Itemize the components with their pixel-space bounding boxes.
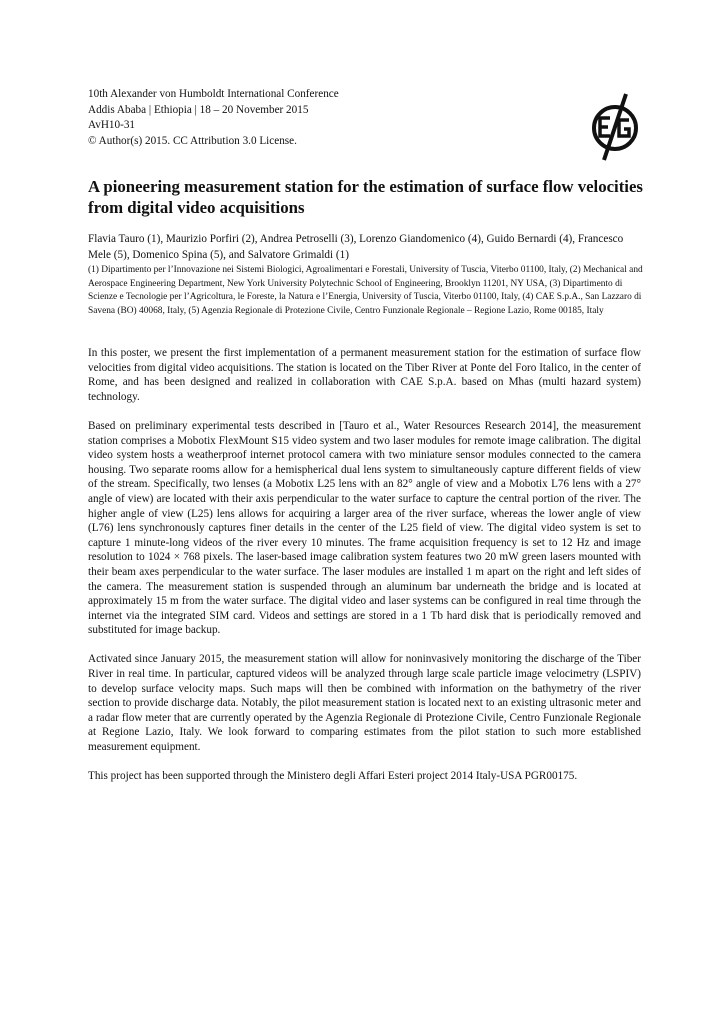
header-line-conference: 10th Alexander von Humboldt International Conference <box>88 88 339 100</box>
abstract-body <box>88 346 641 798</box>
paragraph-intro: In this poster, we present the first implementation of a permanent measurement station for the estimation of surface flow velocities from digital video acquisitions. The station is located on the Tiber River at Ponte del Foro Italico, in the center of Rome, and has been designed and realized in collaboration with CAE S.p.A. based on Mhas (multi hazard system) technology. <box>88 347 641 403</box>
paragraph-application: Activated since January 2015, the measurement station will allow for noninvasively monitoring the discharge of the Tiber River in real time. In particular, captured videos will be analyzed through large scale particle image velocimetry (LSPIV) to develop surface velocity maps. Such maps will then be combined with information on the bathymetry of the river section to provide discharge data. Notably, the pilot measurement station is located next to an existing ultrasonic meter and a radar flow meter that are currently operated by the Agenzia Regionale di Protezione Civile, Centro Funzionale Regionale at Regione Lazio, Italy. We look forward to comparing estimates from the pilot station to such more established measurement equipment. <box>88 653 641 754</box>
egu-logo-icon <box>582 92 648 162</box>
header-line-location-date: Addis Ababa | Ethiopia | 18 – 20 November 2015 <box>88 103 309 116</box>
paragraph-methods: Based on preliminary experimental tests described in [Tauro et al., Water Resources Research 2014], the measurement station comprises a Mobotix FlexMount S15 video system and two laser modules for remote image calibration. The digital video system hosts a weatherproof internet protocol camera with two miniature sensor modules connected to the camera housing. Two separate rooms allow for a hemispherical dual lens system to simultaneously capture different fields of view of the stream. Specifically, two lenses (a Mobotix L25 lens with an 82° angle of view and a Mobotix L76 lens with a 27° angle of view) are located with their axis perpendicular to the water surface to capture the central portion of the river. The higher angle of view (L25) lens allows for acquiring a larger area of the river surface, whereas the lower angle of view (L76) lens synchronously captures finer details in the center of the L25 field of view. The digital video system is set to capture 1 minute-long videos of the river every 10 minutes. The frame acquisition frequency is set to 12 Hz and image resolution to 1024 × 768 pixels. The laser-based image calibration system features two 20 mW green lasers mounted with their beam axes perpendicular to the water surface. The laser modules are installed 1 m apart on the right and left sides of the camera. The measurement station is suspended through an aluminum bar underneath the bridge and is located at approximately 15 m from the water surface. The digital video and laser systems can be configured in real time through the internet via the integrated SIM card. Videos and settings are stored in a 1 Tb hard disk that is periodically removed and substituted for image backup. <box>88 419 641 637</box>
conference-header <box>88 87 339 149</box>
header-line-abstract-id: AvH10-31 <box>88 119 136 131</box>
affiliation-list: (1) Dipartimento per l’Innovazione nei Sistemi Biologici, Agroalimentari e Forestali, University of Tuscia, Viterbo 01100, Italy, (2) Mechanical and Aerospace Engineering Department, New York University Polytechnic School of Engineering, Brooklyn 11201, NY USA, (3) Dipartimento di Scienze e Tecnologie per l’Agricoltura, le Foreste, la Natura e l’Energia, University of Tuscia, Viterbo 01100, Italy, (4) CAE S.p.A., San Lazzaro di Savena (BO) 40068, Italy, (5) Agenzia Regionale di Protezione Civile, Centro Funzionale Regionale – Regione Lazio, Rome 00185, Italy <box>88 265 643 316</box>
header-line-license: © Author(s) 2015. CC Attribution 3.0 License. <box>88 134 297 147</box>
author-list: Flavia Tauro (1), Maurizio Porfiri (2), Andrea Petroselli (3), Lorenzo Giandomenico (4), Guido Bernardi (4), Francesco Mele (5), Domenico Spina (5), and Salvatore Grimaldi (1) <box>88 233 624 261</box>
paragraph-acknowledgment: This project has been supported through the Ministero degli Affari Esteri project 2014 Italy-USA PGR00175. <box>88 770 578 783</box>
paper-title: A pioneering measurement station for the estimation of surface flow velocities from digital video acquisitions <box>88 177 643 217</box>
